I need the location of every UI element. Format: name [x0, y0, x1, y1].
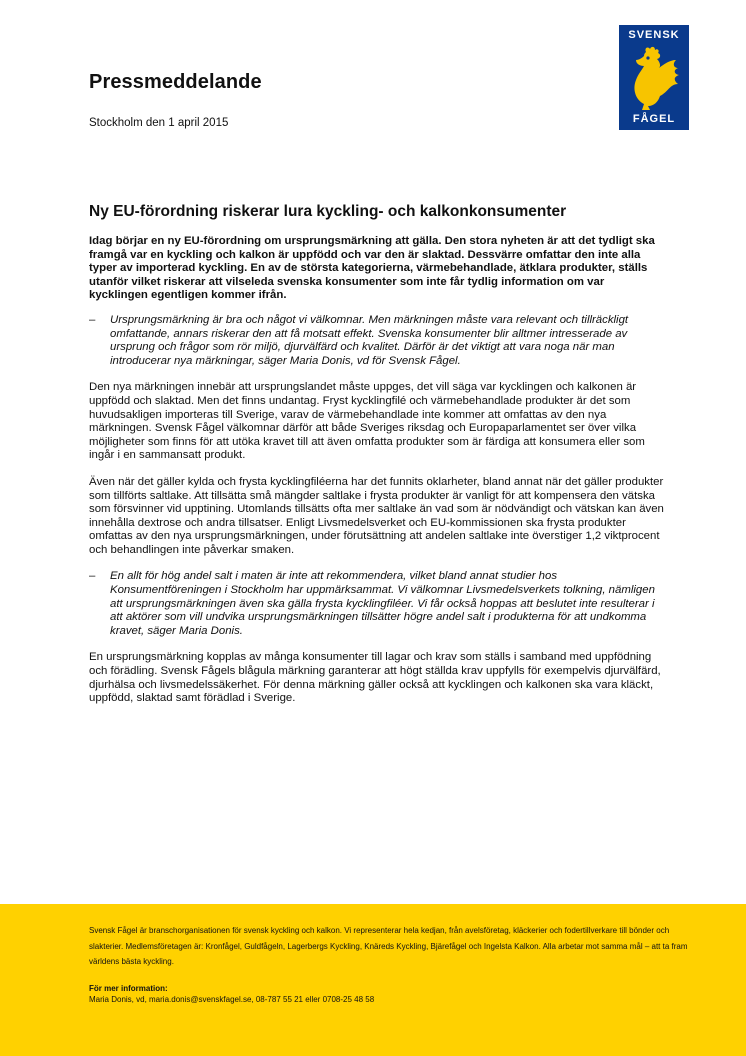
lead-paragraph: Idag börjar en ny EU-förordning om ursprungsmärkning att gälla. Den stora nyheten är att det tydligt ska framgå var en kyckling och kalkon är uppfödd och var den är slaktad. Dessvärre omfattar den inte alla typer av importerad kyckling. En av de största kategorierna, värmebehandlade, ätklara produkter, ställs utanför vilket riskerar att vilseleda svenska konsumenter som inte får tydlig information om var kycklingen egentligen kommer ifrån. — [89, 235, 655, 302]
logo-top-text: SVENSK — [628, 29, 680, 41]
quote-block-2 — [89, 570, 664, 638]
contact-title: För mer information: — [89, 983, 168, 993]
footer-content — [89, 923, 689, 1005]
rooster-icon — [624, 44, 684, 110]
quote-text-2: En allt för hög andel salt i maten är inte att rekommendera, vilket bland annat studier hos Konsumentföreningen i Stockholm har uppmärksammat. Vi välkomnar Livsmedelsverkets tolkning, nämligen att ursprungsmärkningen även ska gälla frysta kycklingfiléer. Vi får också hoppas att beslutet inte resulterar i att aktörer som vill undvika ursprungsmärkningen tillsätter högre andel salt i produkterna för att undkomma kravet, säger Maria Donis. — [110, 570, 655, 637]
quote-block-1 — [89, 314, 664, 368]
headline: Ny EU-förordning riskerar lura kyckling- och kalkonkonsumenter — [89, 203, 567, 220]
footer-about: Svensk Fågel är branschorganisationen för svensk kyckling och kalkon. Vi representerar hela kedjan, från avelsföretag, kläckerier och fodertillverkare till bönder och slakterier. Medlemsföretagen är: Kronfågel, Guldfågeln, Lagerbergs Kyckling, Knäreds Kyckling, Bjärefågel och Ingelsta Kalkon. Alla arbetar mot samma mål – att ta fram världens bästa kyckling. — [89, 926, 688, 967]
quote-text-1: Ursprungsmärkning är bra och något vi välkomnar. Men märkningen måste vara relevant och tillräckligt omfattande, annars riskerar den att få motsatt effekt. Svenska konsumenter blir alltmer intresserade av ursprung och frågor som rör miljö, djurvälfärd och kvalitet. Därför är det viktigt att vara noga när man introducerar nya märkningar, säger Maria Donis, vd för Svensk Fågel. — [110, 313, 629, 367]
quote-dash: – — [89, 313, 96, 326]
body-paragraph-2: Även när det gäller kylda och frysta kycklingfiléerna har det funnits oklarheter, bland annat när det gäller produkter som tillförts saltlake. Att tillsätta små mängder saltlake i frysta produkter är vanligt för att kompensera den vätska som försvinner vid upptining. Utomlands tillsätts ofta mer saltlake än vad som är nödvändigt och vätskan kan även innehålla dextrose och andra tillsatser. Enligt Livsmedelsverket och EU-kommissionen ska frysta produkter omfattas av den nya ursprungsmärkningen, under förutsättning att andelen saltlake inte överstiger 1,2 viktprocent och behandlingen inte påverkar smaken. — [89, 475, 664, 556]
logo-bottom-text: FÅGEL — [632, 113, 676, 125]
quote-dash: – — [89, 570, 96, 583]
page-title: Pressmeddelande — [89, 71, 262, 93]
press-date: Stockholm den 1 april 2015 — [89, 117, 229, 129]
article — [89, 203, 664, 719]
footer — [0, 904, 746, 1056]
body-paragraph-3: En ursprungsmärkning kopplas av många konsumenter till lagar och krav som ställs i samband med uppfödning och förädling. Svensk Fågels blågula märkning garanterar att högt ställda krav uppfylls för exempelvis djurvälfärd, djurhälsa och livsmedelssäkerhet. För denna märkning gäller också att kycklingen och kalkonen ska vara kläckt, uppfödd, slaktad samt förädlad i Sverige. — [89, 651, 661, 705]
body-paragraph-1: Den nya märkningen innebär att ursprungslandet måste uppges, det vill säga var kycklingen och kalkonen är uppfödd och slaktad. Men det finns undantag. Fryst kycklingfilé och värmebehandlade produkter är det som huvudsakligen importeras till Sverige, varav de värmebehandlade inte kommer att omfattas av den nya märkningen. Svensk Fågel välkomnar därför att både Sveriges riksdag och Europaparlamentet ser över vilka möjligheter som finns för att utöka kravet till att även omfatta produkter som är färdiga att konsumera eller som ingår i en sammansatt produkt. — [89, 381, 645, 462]
contact-details: Maria Donis, vd, maria.donis@svenskfagel.se, 08-787 55 21 eller 0708-25 48 58 — [89, 994, 375, 1004]
svensk-fagel-logo — [619, 25, 689, 130]
